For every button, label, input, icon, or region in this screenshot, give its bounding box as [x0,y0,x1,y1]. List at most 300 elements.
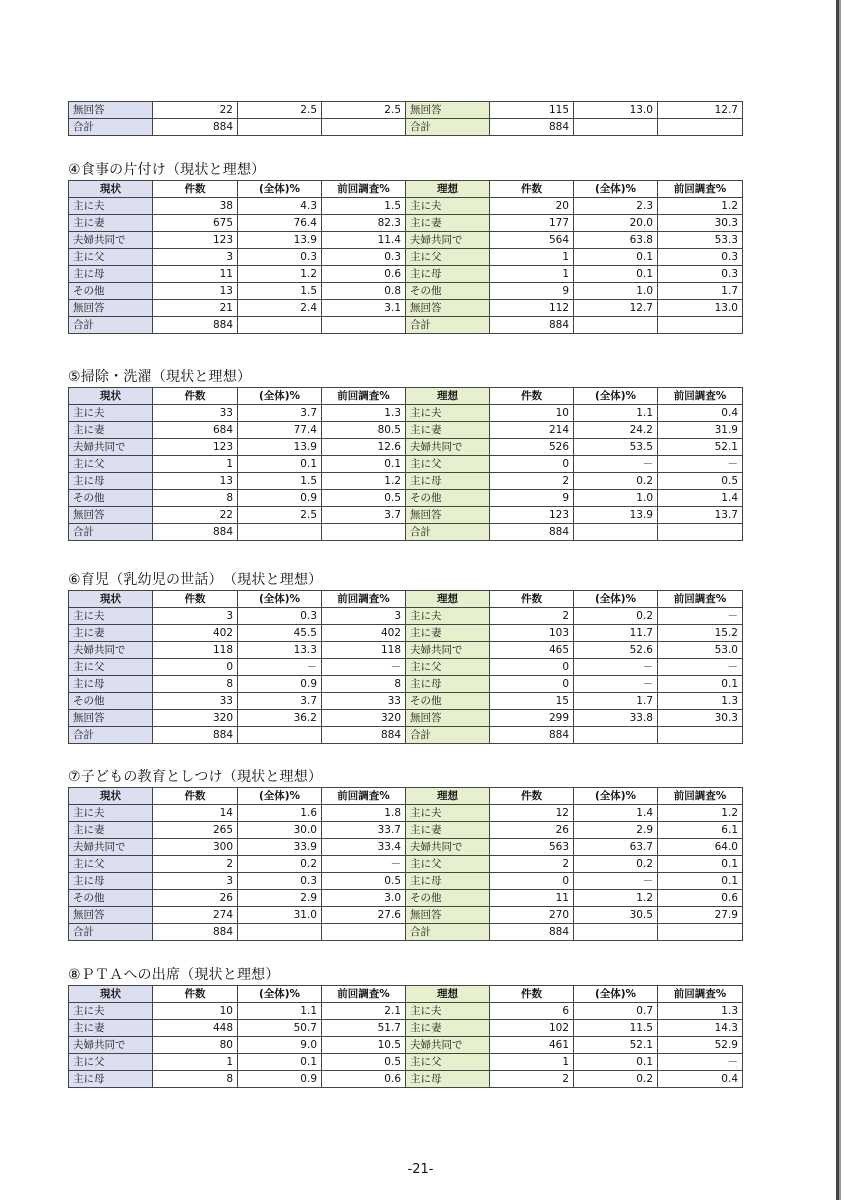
ideal-label-cell: 夫婦共同で [406,439,490,456]
current-total-pct-cell: 0.9 [238,676,322,693]
ideal-count-cell: 103 [490,625,574,642]
header-current: 現状 [69,986,153,1003]
ideal-label-cell: 主に妻 [406,215,490,232]
current-label-cell: 合計 [69,524,153,541]
ideal-total-pct-cell: 53.5 [574,439,658,456]
current-count-cell: 3 [153,873,238,890]
table-row [69,1054,743,1071]
current-prev-pct-cell: 3 [322,608,406,625]
ideal-total-pct-cell: 0.7 [574,1003,658,1020]
current-count-cell: 33 [153,693,238,710]
section-title: ⑤掃除・洗濯（現状と理想） [68,369,252,385]
current-count-cell: 123 [153,439,238,456]
ideal-prev-pct-cell: 0.3 [658,249,743,266]
current-label-cell: 主に父 [69,249,153,266]
ideal-prev-pct-cell: 1.4 [658,490,743,507]
current-label-cell: 夫婦共同で [69,1037,153,1054]
ideal-total-pct-cell: 0.2 [574,1071,658,1088]
current-prev-pct-cell: 320 [322,710,406,727]
table-header-row [69,788,743,805]
ideal-prev-pct-cell: － [658,456,743,473]
current-total-pct-cell: 0.1 [238,1054,322,1071]
section-table [68,180,743,334]
current-label-cell: 主に母 [69,473,153,490]
table-row [69,439,743,456]
current-total-pct-cell [238,924,322,941]
table-row [69,625,743,642]
ideal-count-cell: 1 [490,266,574,283]
table-header-row [69,591,743,608]
section-table-body [69,805,743,941]
ideal-total-pct-cell: 13.0 [574,102,658,119]
current-total-pct-cell [238,727,322,744]
header-ideal: 理想 [406,591,490,608]
current-prev-pct-cell: 0.6 [322,1071,406,1088]
current-prev-pct-cell: 0.5 [322,873,406,890]
header-prev-pct: 前回調査% [322,388,406,405]
ideal-prev-pct-cell: 52.1 [658,439,743,456]
ideal-total-pct-cell: 0.1 [574,1054,658,1071]
section-childcare [68,570,742,744]
ideal-prev-pct-cell: 15.2 [658,625,743,642]
current-label-cell: 主に妻 [69,215,153,232]
current-total-pct-cell: 1.6 [238,805,322,822]
current-prev-pct-cell: 33 [322,693,406,710]
top-table [68,101,743,136]
current-count-cell: 8 [153,676,238,693]
current-prev-pct-cell: 33.7 [322,822,406,839]
current-label-cell: 合計 [69,119,153,136]
current-total-pct-cell: － [238,659,322,676]
current-label-cell: 主に父 [69,856,153,873]
current-label-cell: 主に妻 [69,625,153,642]
header-total-pct: (全体)% [238,788,322,805]
header-prev-pct: 前回調査% [322,986,406,1003]
ideal-total-pct-cell: 1.4 [574,805,658,822]
table-row [69,856,743,873]
header-prev-pct: 前回調査% [658,388,743,405]
current-total-pct-cell: 0.1 [238,456,322,473]
current-label-cell: 夫婦共同で [69,439,153,456]
ideal-total-pct-cell: 1.7 [574,693,658,710]
ideal-label-cell: 無回答 [406,710,490,727]
header-current: 現状 [69,181,153,198]
ideal-prev-pct-cell: 31.9 [658,422,743,439]
ideal-count-cell: 0 [490,676,574,693]
ideal-label-cell: 主に父 [406,249,490,266]
page-number: -21- [407,1162,434,1177]
ideal-count-cell: 2 [490,473,574,490]
table-row [69,215,743,232]
ideal-prev-pct-cell: 13.0 [658,300,743,317]
current-total-pct-cell: 2.5 [238,507,322,524]
current-count-cell: 2 [153,856,238,873]
header-count: 件数 [153,986,238,1003]
current-count-cell: 320 [153,710,238,727]
section-title: ⑦子どもの教育としつけ（現状と理想） [68,769,323,785]
header-total-pct: (全体)% [238,986,322,1003]
ideal-count-cell: 1 [490,249,574,266]
header-current: 現状 [69,591,153,608]
ideal-count-cell: 0 [490,873,574,890]
table-row [69,422,743,439]
ideal-total-pct-cell: 1.2 [574,890,658,907]
section-table [68,787,743,941]
current-count-cell: 22 [153,102,238,119]
table-row [69,873,743,890]
current-prev-pct-cell: 11.4 [322,232,406,249]
ideal-prev-pct-cell: 64.0 [658,839,743,856]
current-count-cell: 3 [153,608,238,625]
ideal-prev-pct-cell: 1.3 [658,1003,743,1020]
ideal-count-cell: 564 [490,232,574,249]
ideal-label-cell: その他 [406,693,490,710]
ideal-total-pct-cell: 0.2 [574,608,658,625]
ideal-total-pct-cell: 24.2 [574,422,658,439]
current-prev-pct-cell: 1.5 [322,198,406,215]
ideal-total-pct-cell: 52.1 [574,1037,658,1054]
ideal-label-cell: 主に父 [406,659,490,676]
section-pta [68,965,742,1088]
current-label-cell: 夫婦共同で [69,839,153,856]
ideal-total-pct-cell: 11.7 [574,625,658,642]
current-prev-pct-cell [322,924,406,941]
table-row [69,727,743,744]
current-prev-pct-cell: 884 [322,727,406,744]
table-row [69,1020,743,1037]
current-count-cell: 300 [153,839,238,856]
section-title: ⑧ＰＴＡへの出席（現状と理想） [68,967,280,983]
current-count-cell: 402 [153,625,238,642]
table-row [69,659,743,676]
current-label-cell: その他 [69,490,153,507]
current-count-cell: 884 [153,317,238,334]
ideal-label-cell: 無回答 [406,907,490,924]
current-count-cell: 1 [153,1054,238,1071]
ideal-label-cell: 無回答 [406,102,490,119]
current-prev-pct-cell: 0.8 [322,283,406,300]
current-count-cell: 884 [153,119,238,136]
ideal-total-pct-cell: 2.3 [574,198,658,215]
ideal-prev-pct-cell: 0.3 [658,266,743,283]
ideal-prev-pct-cell: 0.1 [658,873,743,890]
ideal-count-cell: 102 [490,1020,574,1037]
current-count-cell: 11 [153,266,238,283]
ideal-total-pct-cell: 63.8 [574,232,658,249]
ideal-count-cell: 214 [490,422,574,439]
header-count: 件数 [153,388,238,405]
table-row [69,198,743,215]
ideal-prev-pct-cell: 52.9 [658,1037,743,1054]
table-row [69,119,743,136]
current-count-cell: 8 [153,1071,238,1088]
current-total-pct-cell: 36.2 [238,710,322,727]
ideal-count-cell: 10 [490,405,574,422]
current-total-pct-cell: 4.3 [238,198,322,215]
ideal-total-pct-cell: 0.1 [574,266,658,283]
ideal-prev-pct-cell: 53.0 [658,642,743,659]
ideal-prev-pct-cell: 12.7 [658,102,743,119]
current-prev-pct-cell: 3.7 [322,507,406,524]
ideal-total-pct-cell: － [574,873,658,890]
ideal-label-cell: 主に夫 [406,608,490,625]
ideal-label-cell: 合計 [406,524,490,541]
current-total-pct-cell [238,119,322,136]
header-current: 現状 [69,388,153,405]
header-total-pct: (全体)% [574,388,658,405]
current-total-pct-cell: 0.9 [238,490,322,507]
current-count-cell: 118 [153,642,238,659]
table-row [69,232,743,249]
ideal-total-pct-cell [574,727,658,744]
current-prev-pct-cell: 402 [322,625,406,642]
section-table-body [69,405,743,541]
ideal-prev-pct-cell: 1.3 [658,693,743,710]
current-total-pct-cell: 1.5 [238,283,322,300]
current-count-cell: 0 [153,659,238,676]
header-total-pct: (全体)% [574,591,658,608]
current-count-cell: 123 [153,232,238,249]
table-row [69,283,743,300]
ideal-label-cell: 夫婦共同で [406,642,490,659]
current-label-cell: その他 [69,693,153,710]
table-row [69,102,743,119]
ideal-label-cell: 主に夫 [406,805,490,822]
current-label-cell: 主に母 [69,676,153,693]
current-label-cell: 主に夫 [69,405,153,422]
table-header-row [69,986,743,1003]
ideal-prev-pct-cell: － [658,659,743,676]
ideal-label-cell: 主に夫 [406,1003,490,1020]
ideal-label-cell: 夫婦共同で [406,839,490,856]
ideal-count-cell: 884 [490,317,574,334]
current-label-cell: 主に妻 [69,822,153,839]
current-prev-pct-cell: 0.5 [322,1054,406,1071]
current-total-pct-cell: 2.9 [238,890,322,907]
current-total-pct-cell: 3.7 [238,405,322,422]
ideal-count-cell: 11 [490,890,574,907]
ideal-count-cell: 884 [490,119,574,136]
table-header-row [69,388,743,405]
current-total-pct-cell: 2.5 [238,102,322,119]
ideal-count-cell: 270 [490,907,574,924]
ideal-prev-pct-cell: 0.1 [658,676,743,693]
table-row [69,710,743,727]
ideal-count-cell: 461 [490,1037,574,1054]
header-prev-pct: 前回調査% [658,591,743,608]
top-table-body [69,102,743,136]
ideal-total-pct-cell: 0.1 [574,249,658,266]
header-count: 件数 [153,788,238,805]
current-total-pct-cell: 2.4 [238,300,322,317]
ideal-label-cell: その他 [406,283,490,300]
ideal-label-cell: 夫婦共同で [406,1037,490,1054]
ideal-prev-pct-cell: 0.4 [658,1071,743,1088]
ideal-count-cell: 12 [490,805,574,822]
current-count-cell: 684 [153,422,238,439]
current-prev-pct-cell: 33.4 [322,839,406,856]
current-count-cell: 448 [153,1020,238,1037]
ideal-prev-pct-cell: 53.3 [658,232,743,249]
current-total-pct-cell: 0.3 [238,249,322,266]
ideal-count-cell: 1 [490,1054,574,1071]
ideal-count-cell: 0 [490,659,574,676]
ideal-total-pct-cell: － [574,676,658,693]
ideal-total-pct-cell: 12.7 [574,300,658,317]
table-row [69,300,743,317]
table-row [69,924,743,941]
table-row [69,1003,743,1020]
ideal-prev-pct-cell: 30.3 [658,215,743,232]
ideal-count-cell: 15 [490,693,574,710]
ideal-label-cell: 主に妻 [406,422,490,439]
ideal-prev-pct-cell: 30.3 [658,710,743,727]
current-label-cell: その他 [69,890,153,907]
current-prev-pct-cell: 2.1 [322,1003,406,1020]
table-row [69,693,743,710]
ideal-count-cell: 465 [490,642,574,659]
table-row [69,608,743,625]
current-count-cell: 1 [153,456,238,473]
section-table [68,985,743,1088]
ideal-label-cell: 主に妻 [406,1020,490,1037]
ideal-label-cell: 主に夫 [406,405,490,422]
current-prev-pct-cell: 2.5 [322,102,406,119]
ideal-prev-pct-cell: 1.7 [658,283,743,300]
current-label-cell: 主に父 [69,659,153,676]
current-count-cell: 38 [153,198,238,215]
section-education [68,767,742,941]
current-prev-pct-cell: 82.3 [322,215,406,232]
ideal-label-cell: 合計 [406,727,490,744]
current-count-cell: 22 [153,507,238,524]
ideal-label-cell: 主に父 [406,1054,490,1071]
ideal-label-cell: 合計 [406,119,490,136]
current-total-pct-cell: 1.2 [238,266,322,283]
ideal-count-cell: 2 [490,1071,574,1088]
current-total-pct-cell: 77.4 [238,422,322,439]
ideal-total-pct-cell: 1.0 [574,283,658,300]
current-total-pct-cell: 3.7 [238,693,322,710]
current-prev-pct-cell: 51.7 [322,1020,406,1037]
ideal-count-cell: 563 [490,839,574,856]
current-label-cell: 合計 [69,727,153,744]
ideal-prev-pct-cell: 1.2 [658,805,743,822]
section-table-body [69,198,743,334]
ideal-total-pct-cell [574,524,658,541]
table-row [69,405,743,422]
current-total-pct-cell: 76.4 [238,215,322,232]
ideal-total-pct-cell [574,317,658,334]
current-total-pct-cell: 45.5 [238,625,322,642]
ideal-total-pct-cell [574,119,658,136]
ideal-count-cell: 115 [490,102,574,119]
current-label-cell: 無回答 [69,507,153,524]
ideal-prev-pct-cell: 27.9 [658,907,743,924]
header-count: 件数 [490,788,574,805]
ideal-count-cell: 6 [490,1003,574,1020]
current-count-cell: 274 [153,907,238,924]
top-table-block [68,101,742,136]
current-prev-pct-cell: 0.6 [322,266,406,283]
current-prev-pct-cell: 80.5 [322,422,406,439]
ideal-count-cell: 26 [490,822,574,839]
current-total-pct-cell: 1.5 [238,473,322,490]
ideal-total-pct-cell: 33.8 [574,710,658,727]
ideal-count-cell: 177 [490,215,574,232]
ideal-count-cell: 2 [490,608,574,625]
ideal-prev-pct-cell [658,317,743,334]
current-label-cell: 主に夫 [69,805,153,822]
section-title: ⑥育児（乳幼児の世話） （現状と理想） [68,572,323,588]
ideal-prev-pct-cell: 14.3 [658,1020,743,1037]
ideal-label-cell: 主に夫 [406,198,490,215]
header-total-pct: (全体)% [574,181,658,198]
header-count: 件数 [490,986,574,1003]
ideal-prev-pct-cell [658,924,743,941]
current-total-pct-cell: 33.9 [238,839,322,856]
header-prev-pct: 前回調査% [322,788,406,805]
section-table-body [69,1003,743,1088]
current-label-cell: 無回答 [69,710,153,727]
current-count-cell: 884 [153,524,238,541]
current-total-pct-cell: 1.1 [238,1003,322,1020]
ideal-prev-pct-cell: 1.2 [658,198,743,215]
table-row [69,490,743,507]
header-ideal: 理想 [406,788,490,805]
ideal-prev-pct-cell: 0.4 [658,405,743,422]
ideal-total-pct-cell: 20.0 [574,215,658,232]
current-prev-pct-cell: 3.1 [322,300,406,317]
ideal-count-cell: 0 [490,456,574,473]
current-count-cell: 884 [153,727,238,744]
current-prev-pct-cell: 8 [322,676,406,693]
current-label-cell: その他 [69,283,153,300]
table-row [69,456,743,473]
ideal-total-pct-cell: 1.0 [574,490,658,507]
current-label-cell: 夫婦共同で [69,642,153,659]
current-label-cell: 主に夫 [69,1003,153,1020]
table-row [69,805,743,822]
ideal-label-cell: 無回答 [406,300,490,317]
header-ideal: 理想 [406,388,490,405]
current-prev-pct-cell: 1.2 [322,473,406,490]
table-row [69,249,743,266]
ideal-total-pct-cell: 63.7 [574,839,658,856]
ideal-prev-pct-cell: 0.6 [658,890,743,907]
current-total-pct-cell: 31.0 [238,907,322,924]
ideal-label-cell: 夫婦共同で [406,232,490,249]
table-row [69,642,743,659]
current-prev-pct-cell [322,119,406,136]
ideal-label-cell: その他 [406,490,490,507]
ideal-label-cell: 主に妻 [406,822,490,839]
ideal-prev-pct-cell [658,727,743,744]
ideal-total-pct-cell: － [574,659,658,676]
current-prev-pct-cell: － [322,856,406,873]
ideal-label-cell: 主に母 [406,1071,490,1088]
current-label-cell: 主に父 [69,1054,153,1071]
ideal-label-cell: 合計 [406,924,490,941]
current-count-cell: 21 [153,300,238,317]
current-prev-pct-cell: 10.5 [322,1037,406,1054]
header-count: 件数 [490,388,574,405]
table-row [69,266,743,283]
ideal-total-pct-cell: 30.5 [574,907,658,924]
ideal-label-cell: 主に妻 [406,625,490,642]
ideal-label-cell: 主に母 [406,873,490,890]
current-count-cell: 26 [153,890,238,907]
